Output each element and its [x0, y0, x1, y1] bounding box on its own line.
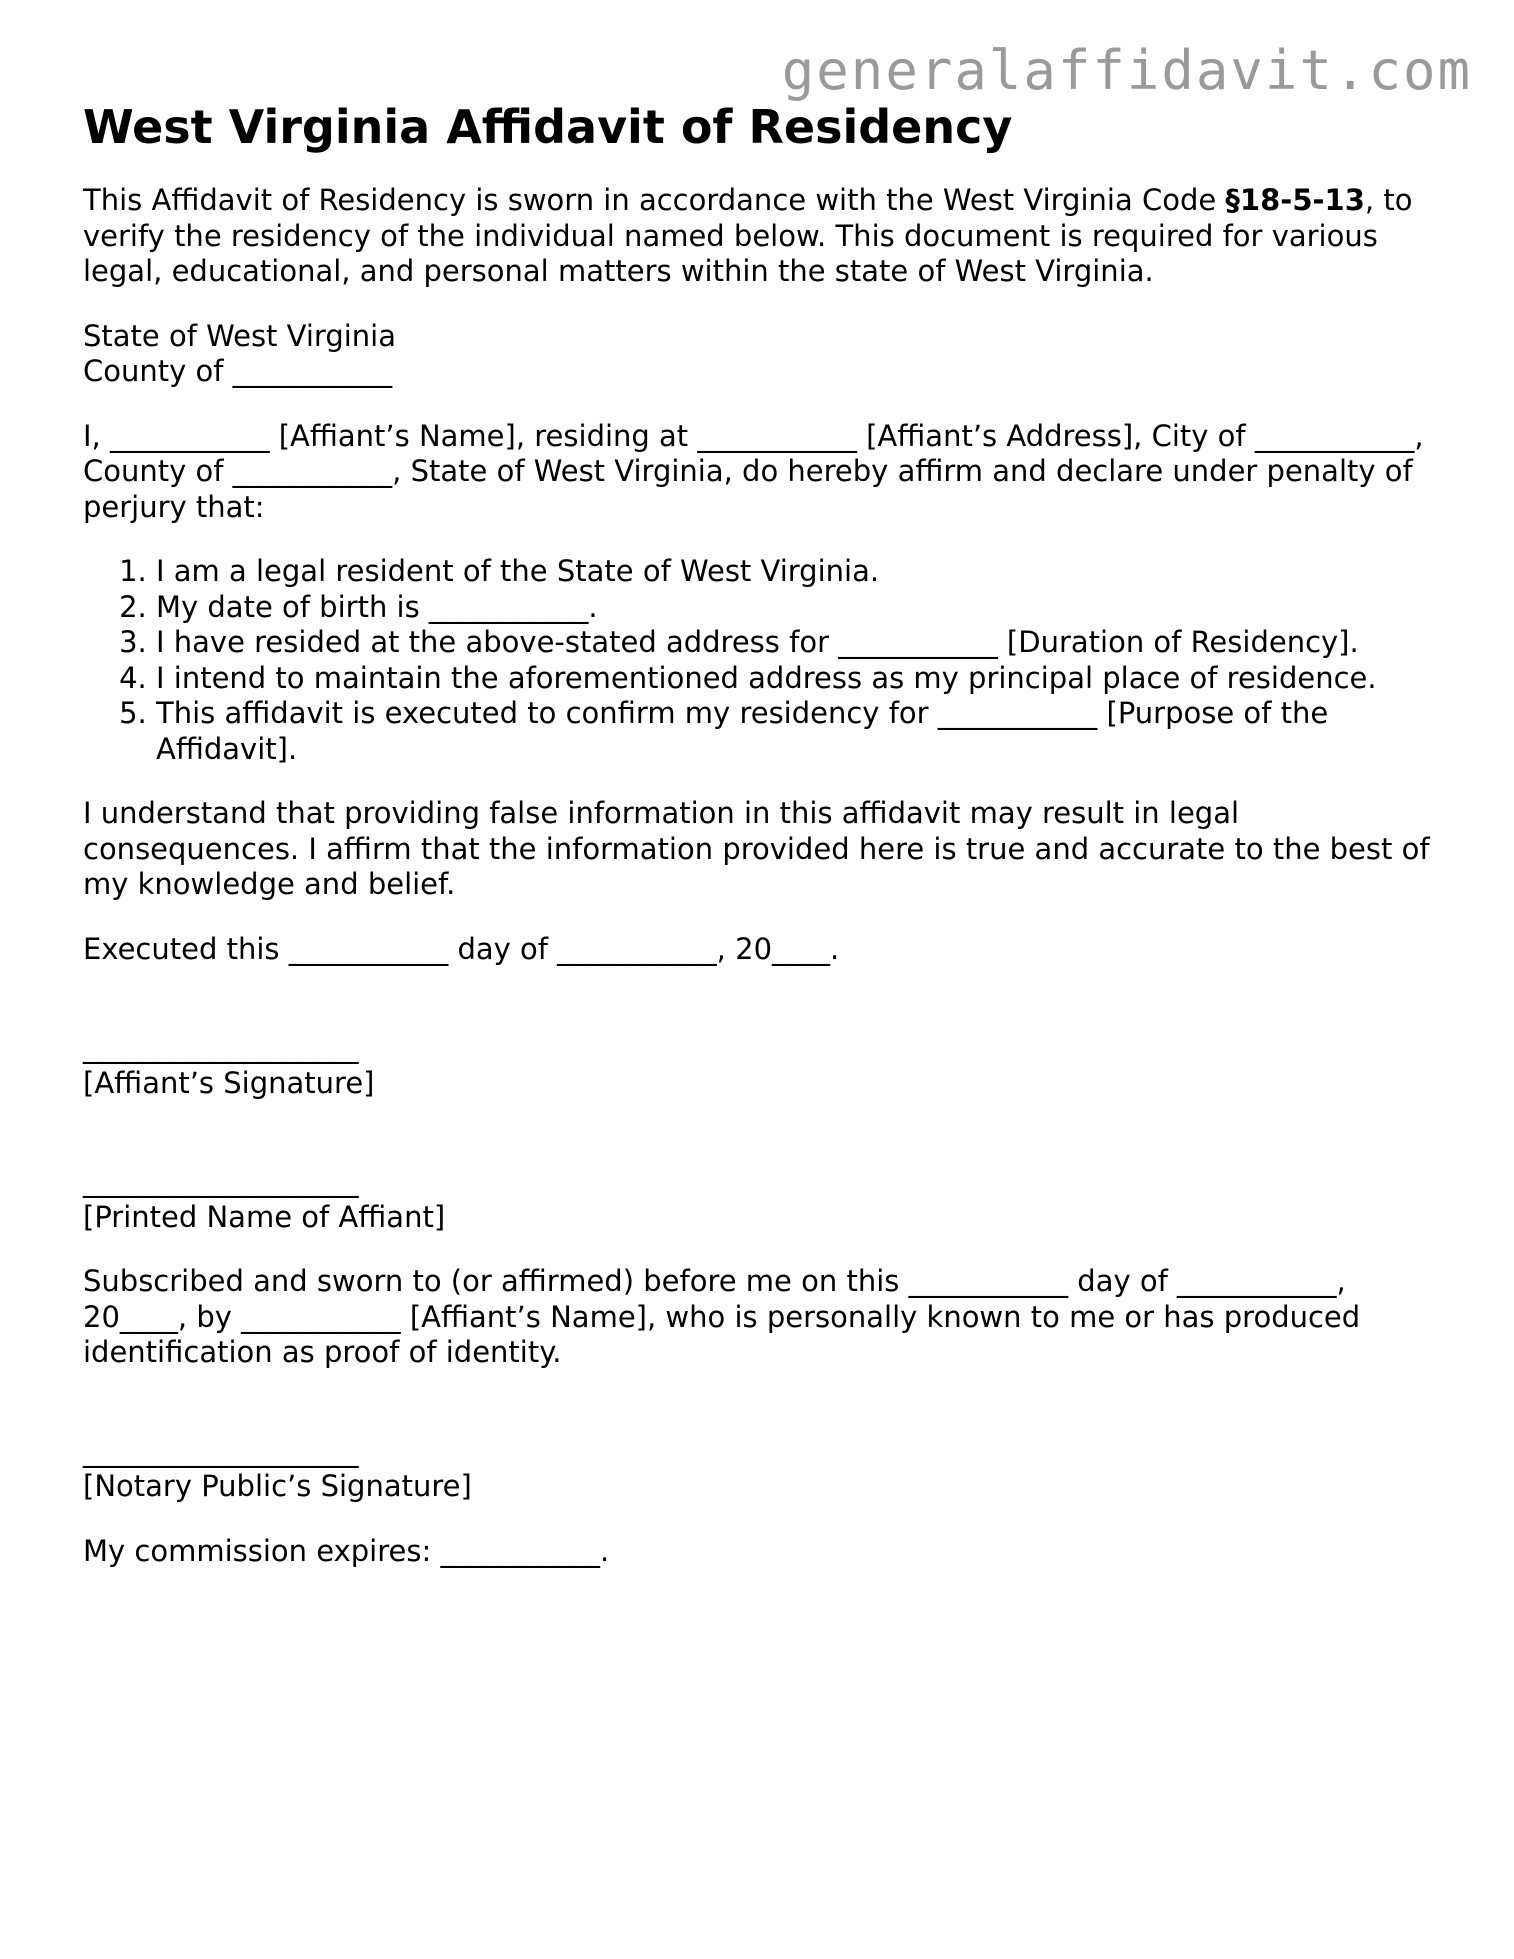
printed-name-label: [Printed Name of Affiant] — [83, 1199, 446, 1234]
notary-statement: Subscribed and sworn to (or affirmed) before me on this ___________ day of ___________, 20____, by ___________ [Affiant’s Name], who is personally known to me or has produced identification as proof of identity. — [83, 1264, 1361, 1370]
notary-signature-line: ___________________ — [83, 1433, 359, 1468]
notary-signature-label: [Notary Public’s Signature] — [83, 1469, 472, 1504]
printed-name-block — [83, 1164, 1443, 1235]
statement-item: 2. My date of birth is ___________. — [156, 590, 1443, 626]
venue-county: County of ___________ — [83, 354, 393, 389]
document-body — [83, 100, 1443, 1598]
intro-text-after: , to verify the residency of the individual named below. This document is required for various legal, educational, and personal matters within the state of West Virginia. — [83, 183, 1413, 289]
venue-state: State of West Virginia — [83, 318, 397, 353]
notary-signature-block — [83, 1434, 1443, 1505]
printed-name-line: ___________________ — [83, 1164, 359, 1199]
affiant-signature-label: [Affiant’s Signature] — [83, 1065, 375, 1100]
understanding-paragraph: I understand that providing false information in this affidavit may result in legal consequences. I affirm that the information provided here is true and accurate to the best of my knowledge and belief. — [83, 796, 1430, 902]
statement-item: 4. I intend to maintain the aforementioned address as my principal place of residence. — [156, 661, 1443, 697]
watermark: generalaffidavit.com — [781, 39, 1472, 102]
code-reference: §18-5-13 — [1225, 183, 1365, 218]
executed-line: Executed this ___________ day of ___________, 20____. — [83, 931, 840, 966]
declaration-paragraph: I, ___________ [Affiant’s Name], residing at ___________ [Affiant’s Address], City of ___________, County of ___________, State of West Virginia, do hereby affirm and declare under penalty of perjury that: — [83, 418, 1424, 524]
document-title: West Virginia Affidavit of Residency — [83, 100, 1013, 154]
venue-block — [83, 319, 1443, 390]
intro-paragraph — [83, 183, 1443, 290]
statement-item: 5. This affidavit is executed to confirm my residency for ___________ [Purpose of the Affidavit]. — [156, 696, 1443, 767]
affiant-signature-line: ___________________ — [83, 1030, 359, 1065]
commission-expiry: My commission expires: ___________. — [83, 1533, 610, 1568]
statement-item: 1. I am a legal resident of the State of West Virginia. — [156, 554, 1443, 590]
statement-item: 3. I have resided at the above-stated address for ___________ [Duration of Residency]. — [156, 625, 1443, 661]
affiant-signature-block — [83, 1030, 1443, 1101]
statements-list — [83, 554, 1443, 767]
intro-text-before: This Affidavit of Residency is sworn in accordance with the West Virginia Code — [83, 183, 1226, 218]
